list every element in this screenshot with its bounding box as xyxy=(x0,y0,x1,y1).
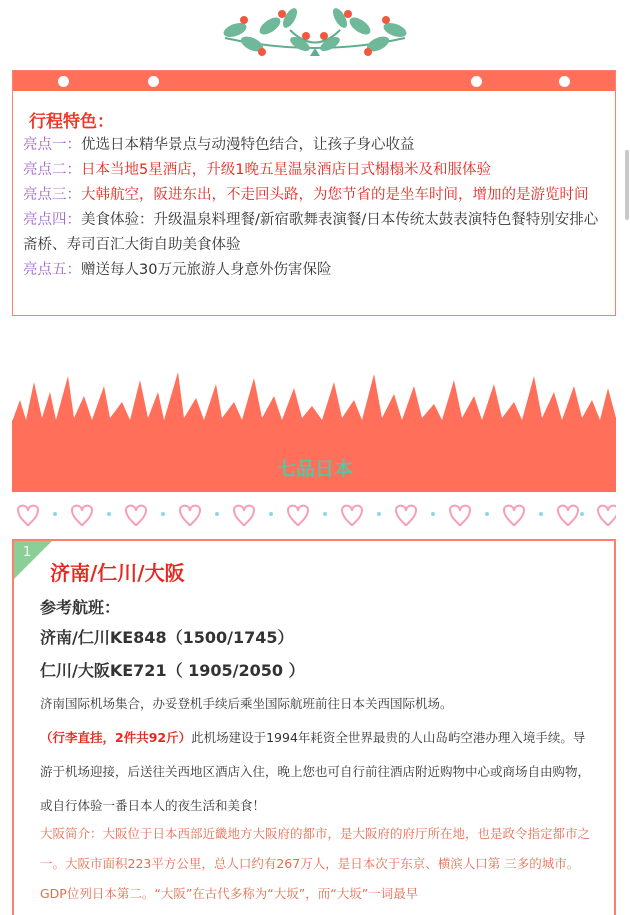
features-list xyxy=(23,133,608,283)
day-card xyxy=(12,539,616,915)
feature-text: 美食体验：升级温泉料理餐/新宿歌舞表演餐/日本传统太鼓表演特色餐特别安排心斋桥、寿司百汇大街自助美食体验 xyxy=(23,212,599,253)
banner-title: 七品日本 xyxy=(276,458,353,480)
scrollbar-thumb[interactable] xyxy=(625,150,629,220)
day-corner-badge xyxy=(14,541,52,579)
description-text: 济南国际机场集合，办妥登机手续后乘坐国际航班前往日本关西国际机场。 xyxy=(40,696,453,711)
feature-label: 亮点二： xyxy=(23,162,81,178)
luggage-highlight: （行李直挂，2件共92斤） xyxy=(40,730,192,745)
ring-hole-icon xyxy=(559,76,570,87)
feature-item xyxy=(23,133,608,158)
day-number: 1 xyxy=(23,545,32,560)
feature-item xyxy=(23,183,608,208)
floral-decoration xyxy=(0,0,630,70)
osaka-intro: 大阪简介：大阪位于日本西部近畿地方大阪府的都市，是大阪府的府厅所在地，也是政令指定都市之一。大阪市面积223平方公里，总人口约有267万人，是日本次于东京、横滨人口第 三多的城市。GDP位列日本第二。“大阪”在古代多称为“大坂”，而“大坂”一词最早 xyxy=(40,826,591,901)
feature-item xyxy=(23,158,608,183)
feature-label: 亮点四： xyxy=(23,212,81,228)
features-title: 行程特色： xyxy=(29,112,114,132)
feature-item xyxy=(23,258,608,283)
description-text: 此机场建设于1994年耗资全世界最贵的人山岛屿空港办理入境手续。导游于机场迎接，后送往关西地区酒店入住，晚上您也可自行前往酒店附近购物中心或商场自由购物，或自行体验一番日本人的夜生活和美食！ xyxy=(40,730,591,813)
flight-heading: 参考航班： xyxy=(40,598,121,617)
hearts-divider xyxy=(12,500,616,530)
flight-info: 济南/仁川KE848（1500/1745） xyxy=(40,628,294,647)
feature-text: 大韩航空，阪进东出，不走回头路，为您节省的是坐车时间，增加的是游览时间 xyxy=(81,187,589,203)
leaf-branch-icon xyxy=(222,6,409,56)
feature-text: 日本当地5星酒店，升级1晚五星温泉酒店日式榻榻米及和服体验 xyxy=(81,162,491,178)
features-card xyxy=(12,70,616,316)
features-header-bar xyxy=(13,71,615,91)
feature-label: 亮点一： xyxy=(23,137,81,153)
feature-label: 亮点五： xyxy=(23,262,81,278)
ring-hole-icon xyxy=(471,76,482,87)
feature-text: 赠送每人30万元旅游人身意外伤害保险 xyxy=(81,262,332,278)
feature-label: 亮点三： xyxy=(23,187,81,203)
feature-item xyxy=(23,208,608,258)
page-scrollbar[interactable] xyxy=(624,0,630,915)
ring-hole-icon xyxy=(58,76,69,87)
day-description xyxy=(40,687,596,823)
feature-text: 优选日本精华景点与动漫特色结合，让孩子身心收益 xyxy=(81,137,415,153)
ring-hole-icon xyxy=(148,76,159,87)
day-title: 济南/仁川/大阪 xyxy=(50,561,185,585)
flight-info: 仁川/大阪KE721（ 1905/2050 ） xyxy=(40,661,305,680)
